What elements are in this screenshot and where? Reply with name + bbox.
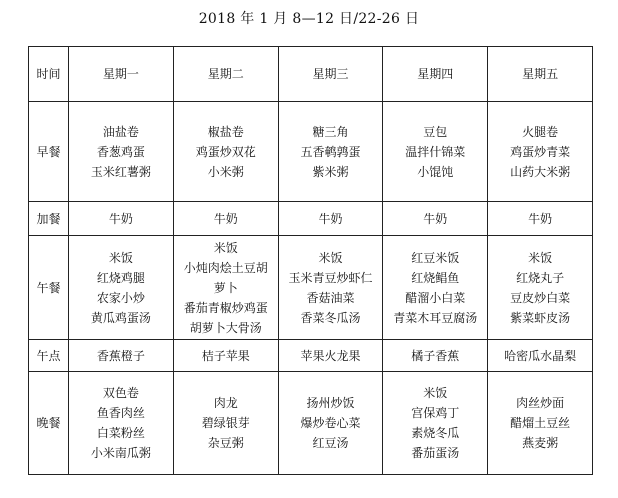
meal-label: 早餐 — [29, 102, 69, 202]
menu-cell-friday — [488, 340, 593, 372]
menu-cell-thursday — [383, 340, 488, 372]
menu-item: 肉丝炒面 — [516, 396, 565, 410]
menu-cell-thursday — [383, 236, 488, 340]
meal-label: 加餐 — [29, 202, 69, 236]
menu-item: 香葱鸡蛋 — [96, 144, 145, 159]
menu-item: 小米南瓜粥 — [90, 446, 151, 460]
header-time: 时间 — [29, 47, 69, 102]
menu-item: 白菜粉丝 — [96, 426, 145, 440]
menu-item: 双色卷 — [102, 386, 139, 400]
header-monday: 星期一 — [69, 47, 174, 102]
meal-label: 午点 — [29, 340, 69, 372]
menu-item: 苹果火龙果 — [300, 348, 361, 363]
menu-cell-friday — [488, 102, 593, 202]
menu-item: 红烧丸子 — [516, 270, 565, 285]
menu-item: 油盐卷 — [102, 124, 139, 139]
menu-cell-friday — [488, 236, 593, 340]
menu-item: 醋溜小白菜 — [405, 290, 466, 305]
header-friday: 星期五 — [488, 47, 593, 102]
menu-cell-tuesday — [173, 372, 278, 475]
menu-item: 小馄饨 — [417, 164, 454, 179]
menu-item: 扬州炒饭 — [306, 396, 355, 410]
menu-item: 红烧鸡腿 — [96, 270, 145, 285]
menu-item: 米饭 — [528, 250, 553, 265]
menu-item: 牛奶 — [423, 211, 448, 226]
menu-item: 胡萝卜大骨汤 — [189, 320, 262, 335]
menu-item: 哈密瓜水晶梨 — [504, 348, 577, 363]
menu-item: 牛奶 — [318, 211, 343, 226]
menu-item: 农家小炒 — [96, 290, 145, 305]
menu-item: 番茄蛋汤 — [411, 446, 460, 460]
menu-item: 五香鹌鹑蛋 — [300, 144, 361, 159]
menu-cell-thursday — [383, 372, 488, 475]
menu-item: 青菜木耳豆腐汤 — [393, 310, 478, 325]
morning-snack-row — [29, 202, 593, 236]
menu-item: 米饭 — [213, 240, 238, 255]
meal-label: 午餐 — [29, 236, 69, 340]
menu-item: 番茄青椒炒鸡蛋 — [183, 300, 268, 315]
menu-item: 萝卜 — [213, 280, 238, 295]
menu-item: 米饭 — [108, 250, 133, 265]
menu-item: 香菜冬瓜汤 — [300, 310, 361, 325]
lunch-row — [29, 236, 593, 340]
menu-item: 黄瓜鸡蛋汤 — [90, 310, 151, 325]
menu-item: 香菇油菜 — [306, 290, 355, 305]
menu-cell-monday — [69, 236, 174, 340]
menu-item: 温拌什锦菜 — [405, 144, 466, 159]
menu-item: 紫米粥 — [312, 164, 349, 179]
menu-item: 牛奶 — [213, 211, 238, 226]
afternoon-snack-row — [29, 340, 593, 372]
header-thursday: 星期四 — [383, 47, 488, 102]
menu-cell-friday — [488, 372, 593, 475]
menu-cell-thursday — [383, 202, 488, 236]
menu-cell-tuesday — [173, 236, 278, 340]
menu-item: 紫菜虾皮汤 — [510, 310, 571, 325]
dinner-row — [29, 372, 593, 475]
menu-item: 红豆米饭 — [411, 250, 460, 265]
menu-cell-thursday — [383, 102, 488, 202]
menu-item: 红豆汤 — [312, 436, 349, 450]
menu-item: 小炖肉烩土豆胡 — [183, 260, 268, 275]
menu-item: 山药大米粥 — [510, 164, 571, 179]
menu-cell-wednesday — [278, 236, 383, 340]
menu-cell-monday — [69, 372, 174, 475]
menu-item: 鸡蛋炒青菜 — [510, 144, 571, 159]
menu-item: 燕麦粥 — [522, 436, 559, 450]
menu-item: 米饭 — [318, 250, 343, 265]
menu-item: 素烧冬瓜 — [411, 426, 460, 440]
menu-item: 椒盐卷 — [207, 124, 244, 139]
menu-item: 橘子香蕉 — [411, 348, 460, 363]
menu-cell-wednesday — [278, 340, 383, 372]
menu-cell-wednesday — [278, 102, 383, 202]
menu-item: 宫保鸡丁 — [411, 406, 460, 420]
menu-item: 牛奶 — [528, 211, 553, 226]
weekly-menu-table — [28, 46, 593, 475]
menu-item: 小米粥 — [207, 164, 244, 179]
page-title: 2018 年 1 月 8—12 日/22-26 日 — [198, 11, 420, 27]
header-tuesday: 星期二 — [173, 47, 278, 102]
menu-item: 碧绿银芽 — [201, 416, 250, 430]
menu-item: 鱼香肉丝 — [96, 406, 145, 420]
menu-item: 牛奶 — [108, 211, 133, 226]
header-wednesday: 星期三 — [278, 47, 383, 102]
menu-cell-wednesday — [278, 372, 383, 475]
menu-cell-wednesday — [278, 202, 383, 236]
menu-item: 杂豆粥 — [207, 436, 244, 450]
breakfast-row — [29, 102, 593, 202]
menu-cell-monday — [69, 102, 174, 202]
menu-cell-monday — [69, 340, 174, 372]
header-row — [29, 47, 593, 102]
menu-cell-monday — [69, 202, 174, 236]
menu-item: 糖三角 — [312, 124, 349, 139]
menu-item: 香蕉橙子 — [96, 348, 145, 363]
menu-item: 爆炒卷心菜 — [300, 416, 361, 430]
menu-item: 鸡蛋炒双花 — [195, 144, 256, 159]
menu-cell-friday — [488, 202, 593, 236]
menu-item: 火腿卷 — [522, 124, 559, 139]
menu-item: 玉米红薯粥 — [90, 164, 151, 179]
menu-item: 米饭 — [423, 386, 448, 400]
menu-item: 豆包 — [423, 124, 448, 139]
menu-item: 肉龙 — [213, 396, 238, 410]
menu-item: 红烧鲳鱼 — [411, 270, 460, 285]
menu-item: 醋熘土豆丝 — [510, 416, 571, 430]
menu-item: 玉米青豆炒虾仁 — [288, 270, 373, 285]
meal-label: 晚餐 — [29, 372, 69, 475]
menu-item: 桔子苹果 — [201, 348, 250, 363]
menu-cell-tuesday — [173, 102, 278, 202]
menu-cell-tuesday — [173, 202, 278, 236]
menu-item: 豆皮炒白菜 — [510, 290, 571, 305]
menu-cell-tuesday — [173, 340, 278, 372]
